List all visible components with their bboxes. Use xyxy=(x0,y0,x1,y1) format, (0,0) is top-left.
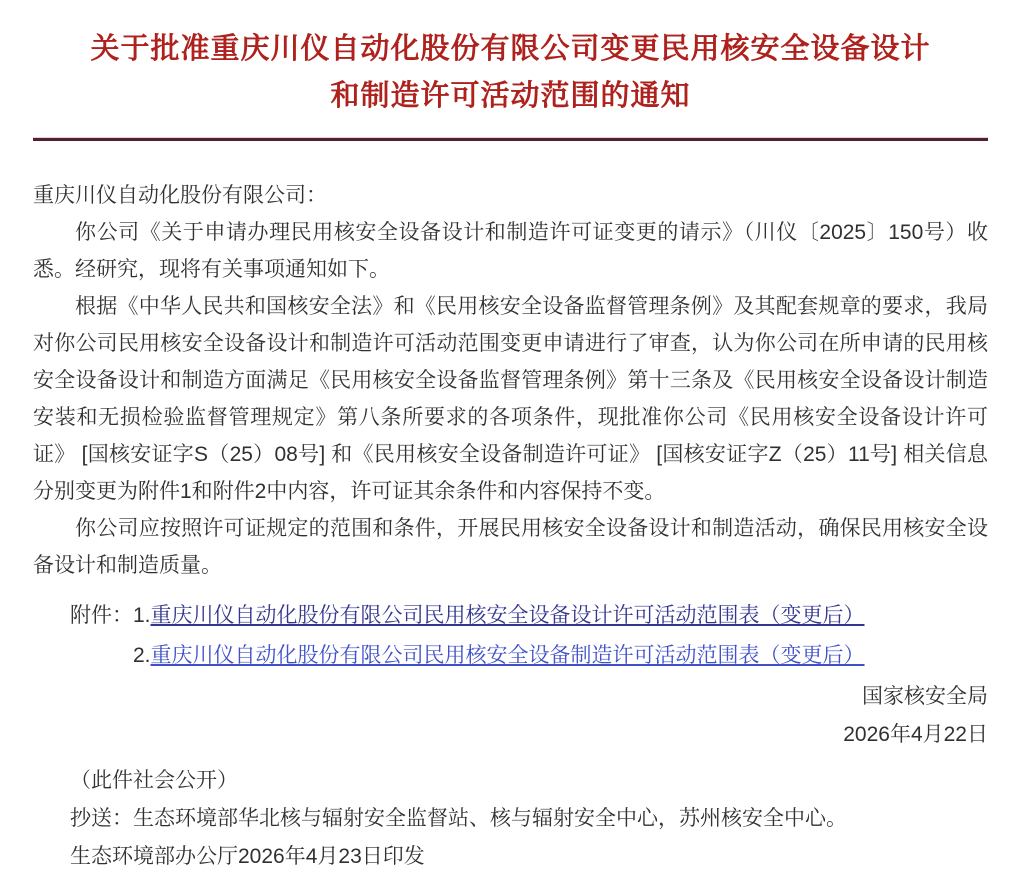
issuing-agency: 国家核安全局 xyxy=(862,685,988,708)
print-issue-line: 生态环境部办公厅2026年4月23日印发 xyxy=(70,845,425,868)
salutation: 重庆川仪自动化股份有限公司： xyxy=(33,184,327,207)
attachments-section xyxy=(70,596,988,676)
paragraph-receipt: 你公司《关于申请办理民用核安全设备设计和制造许可证变更的请示》（川仪〔2025〕150号）收悉。经研究，现将有关事项通知如下。 xyxy=(33,221,988,281)
public-disclosure-note: （此件社会公开） xyxy=(70,769,238,792)
attachment-number-1: 1. xyxy=(133,604,151,627)
cc-line: 抄送：生态环境部华北核与辐射安全监督站、核与辐射安全中心，苏州核安全中心。 xyxy=(70,807,847,830)
attachments-label: 附件： xyxy=(70,604,133,627)
attachments-list xyxy=(133,596,865,676)
title-line-2: 和制造许可活动范围的通知 xyxy=(330,80,691,112)
document-body xyxy=(0,141,1021,876)
attachment-item-design xyxy=(133,596,865,636)
attachment-link-manufacture-scope-table[interactable]: 重庆川仪自动化股份有限公司民用核安全设备制造许可活动范围表（变更后） xyxy=(150,644,865,667)
paragraph-approval: 根据《中华人民共和国核安全法》和《民用核安全设备监督管理条例》及其配套规章的要求，我局对你公司民用核安全设备设计和制造许可活动范围变更申请进行了审查，认为你公司在所申请的民用核安全设备设计和制造方面满足《民用核安全设备监督管理条例》第十三条及《民用核安全设备设计制造安装和无损检验监督管理规定》第八条所要求的各项条件，现批准你公司《民用核安全设备设计许可证》 [国核安证字S（25）08号] 和《民用核安全设备制造许可证》 [国核安证字Z（25）11号] 相关信息分别变更为附件1和附件2中内容，许可证其余条件和内容保持不变。 xyxy=(33,295,988,503)
signature-block xyxy=(33,678,988,754)
attachment-number-2: 2. xyxy=(133,644,151,667)
document-title xyxy=(0,0,1021,120)
issue-date: 2026年4月22日 xyxy=(843,723,988,746)
attachment-link-design-scope-table[interactable]: 重庆川仪自动化股份有限公司民用核安全设备设计许可活动范围表（变更后） xyxy=(150,604,865,627)
title-line-1: 关于批准重庆川仪自动化股份有限公司变更民用核安全设备设计 xyxy=(90,33,931,65)
attachment-item-manufacture xyxy=(133,636,865,676)
paragraph-requirement: 你公司应按照许可证规定的范围和条件，开展民用核安全设备设计和制造活动，确保民用核安全设备设计和制造质量。 xyxy=(33,517,988,577)
